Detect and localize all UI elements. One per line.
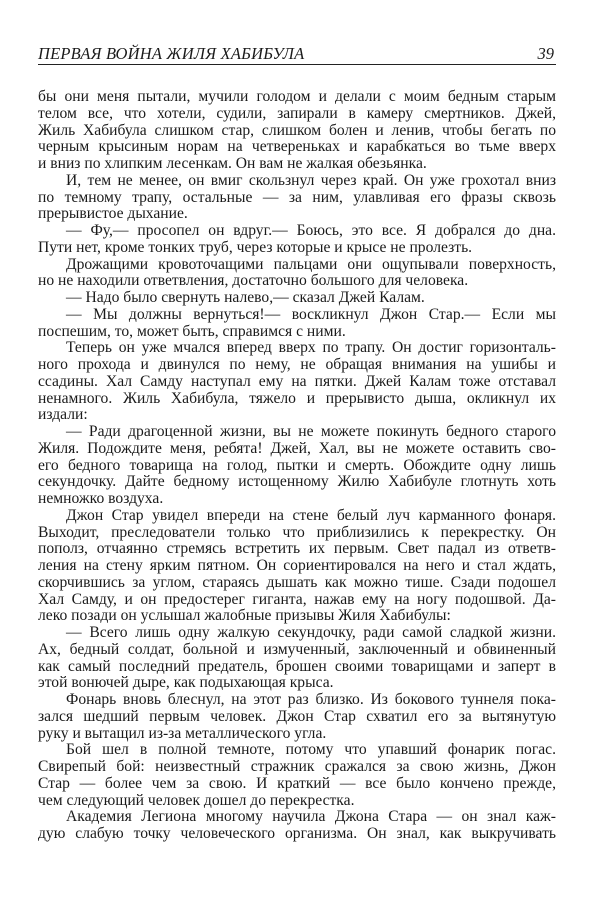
page-number: 39	[537, 44, 554, 63]
text-line: Джон Стар увидел впереди на стене белый луч карманного фонаря.	[66, 506, 556, 524]
text-line: по темному трапу, остальные — за ним, улавливая его фразы сквозь	[38, 188, 556, 206]
text-line: но не находили ответвления, достаточно большого для человека.	[38, 272, 469, 290]
text-line: Академия Легиона многому научила Джона Стара — он знал каж-	[66, 808, 556, 826]
text-line: дую слабую точку человеческого организма. Он знал, как выкручивать	[38, 825, 556, 842]
text-line: немножко воздуха.	[38, 490, 164, 507]
running-title: ПЕРВАЯ ВОЙНА ЖИЛЯ ХАБИБУЛА	[38, 44, 305, 63]
paragraph	[38, 290, 556, 307]
paragraph	[38, 742, 556, 809]
text-line: ненамного. Жиль Хабибула, тяжело и прерывисто дыша, окликнул их	[38, 389, 556, 407]
text-line: этой вонючей дыре, как подыхающая крыса.	[38, 674, 334, 692]
paragraph	[38, 223, 556, 257]
text-line: И, тем не менее, он вмиг скользнул через край. Он уже грохотал вниз	[66, 171, 556, 189]
text-line: издали:	[38, 406, 88, 424]
text-line: как самый последний предатель, брошен своими товарищами и заперт в	[38, 657, 556, 675]
text-line: Хал Самду, и он предостерег гиганта, нажав ему на ногу подошвой. Да-	[38, 590, 556, 608]
paragraph	[38, 508, 556, 625]
paragraph	[38, 257, 556, 291]
text-line: ного прохода и двинулся по нему, не обращая внимания на ушибы и	[38, 356, 556, 373]
paragraph	[38, 625, 556, 692]
paragraph	[38, 173, 556, 223]
paragraph	[38, 89, 556, 173]
text-line: Дрожащими кровоточащими пальцами они ощупывали поверхность,	[66, 255, 556, 273]
text-line: руку и вытащил из-за металлического угла.	[38, 724, 327, 742]
text-line: Бой шел в полной темноте, потому что упавший фонарик погас.	[66, 741, 556, 759]
text-line: — Ради драгоценной жизни, вы не можете покинуть бедного старого	[66, 423, 556, 440]
text-line: Жиля. Подождите меня, ребята! Джей, Хал, вы не можете оставить сво-	[38, 439, 556, 457]
paragraph	[38, 692, 556, 742]
running-header	[38, 44, 556, 65]
text-line: Выходит, преследователи только что приблизились к перекрестку. Он	[38, 523, 556, 541]
text-line: Стар — более чем за свою. И краткий — все было кончено прежде,	[38, 774, 556, 792]
text-line: Фонарь вновь блеснул, на этот раз близко. Из бокового туннеля пока-	[66, 691, 556, 708]
text-line: Жиль Хабибула слишком стар, слишком болен и ленив, чтобы бегать по	[38, 121, 556, 139]
paragraph	[38, 307, 556, 341]
text-line: бы они меня пытали, мучили голодом и делали с моим бедным старым	[38, 88, 556, 105]
text-line: и вниз по хлипким лесенкам. Он вам не жалкая обезьянка.	[38, 155, 427, 172]
text-line: Теперь он уже мчался вперед вверх по трапу. Он достиг горизонталь-	[66, 339, 556, 357]
text-line: чем следующий человек дошел до перекрестка.	[38, 791, 355, 809]
text-line: леко позади он услышал жалобные призывы Жиля Хабибулы:	[38, 607, 451, 625]
page-body-text	[38, 89, 556, 843]
text-line: — Всего лишь одну жалкую секундочку, ради самой сладкой жизни.	[66, 624, 556, 641]
text-line: поспешим, то, может быть, справимся с ними.	[38, 322, 346, 340]
text-line: — Фу,— просопел он вдруг.— Боюсь, это все. Я добрался до дна.	[66, 222, 556, 239]
text-line: секундочку. Дайте бедному истощенному Жилю Хабибуле глотнуть хоть	[38, 473, 556, 491]
text-line: скорчившись за углом, стараясь дышать как можно тише. Сзади подошел	[38, 573, 556, 591]
text-line: — Мы должны вернуться!— воскликнул Джон Стар.— Если мы	[66, 305, 556, 323]
text-line: его бедного товарища на голод, пытки и смерть. Обождите одну лишь	[38, 456, 556, 474]
text-line: прерывистое дыхание.	[38, 205, 188, 223]
paragraph	[38, 340, 556, 424]
paragraph	[38, 424, 556, 508]
text-line: пополз, отчаянно стремясь встретить их первым. Свет падал из ответв-	[38, 540, 556, 558]
text-line: Свирепый бой: неизвестный стражник сражался за свою жизнь, Джон	[38, 758, 556, 775]
text-line: — Надо было свернуть налево,— сказал Джей Калам.	[66, 289, 425, 306]
text-line: ссадины. Хал Самду наступал ему на пятки. Джей Калам тоже отставал	[38, 372, 556, 390]
text-line: Пути нет, кроме тонких труб, через которые и крысе не пролезть.	[38, 238, 473, 256]
paragraph	[38, 809, 556, 843]
text-line: зался шедший первым человек. Джон Стар схватил его за вытянутую	[38, 707, 556, 725]
text-line: Ах, бедный солдат, больной и измученный, заключенный и обвиненный	[38, 640, 556, 658]
text-line: ления на стену ярким пятном. Он сориентировался на него и стал ждать,	[38, 557, 556, 574]
text-line: черным крысиным норам на четвереньках и карабкаться во тьме вверх	[38, 138, 556, 156]
text-line: телом все, что хотели, судили, запирали в камеру смертников. Джей,	[38, 104, 556, 122]
